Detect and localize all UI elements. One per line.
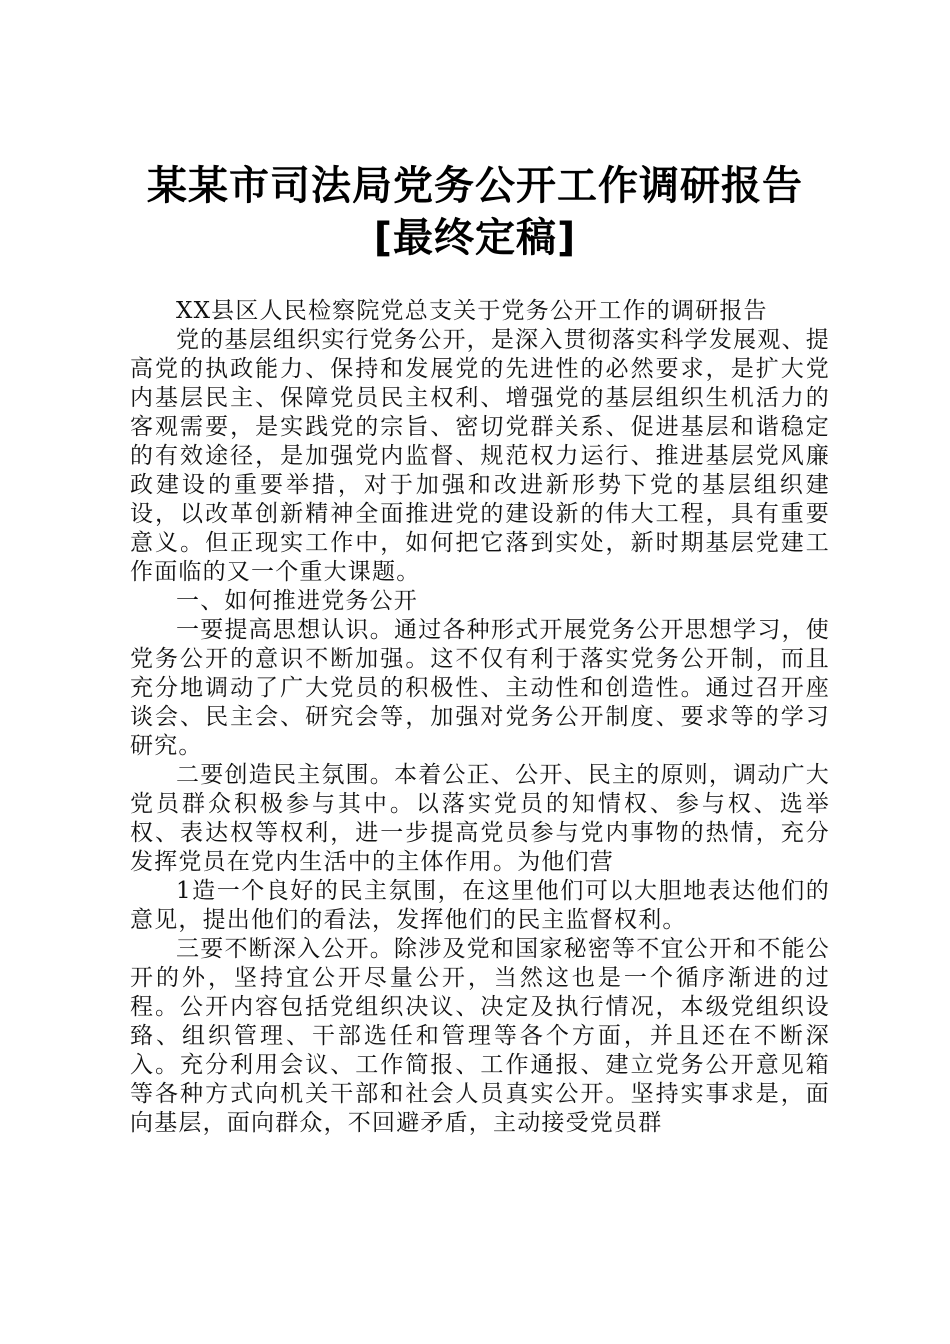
section-heading: 一、如何推进党务公开 <box>176 588 418 614</box>
paragraph-point-one: 一要提高思想认识。通过各种形式开展党务公开思想学习，使党务公开的意识不断加强。这不仅有利于落实党务公开制，而且充分地调动了广大党员的积极性、主动性和创造性。通过召开座谈会、民主会、研究会等，加强对党务公开制度、要求等的学习研究。 <box>130 617 830 759</box>
document-title: 某某市司法局党务公开工作调研报告[最终定稿] <box>147 163 803 261</box>
document-body <box>130 297 830 1138</box>
document-subtitle: XX县区人民检察院党总支关于党务公开工作的调研报告 <box>176 298 768 324</box>
paragraph-point-three: 三要不断深入公开。除涉及党和国家秘密等不宜公开和不能公开的外，坚持宜公开尽量公开，当然这也是一个循序渐进的过程。公开内容包括党组织决议、决定及执行情况，本级党组织设臵、组织管理、干部选任和管理等各个方面，并且还在不断深入。充分利用会议、工作简报、工作通报、建立党务公开意见箱等各种方式向机关干部和社会人员真实公开。坚持实事求是，面向基层，面向群众，不回避矛盾，主动接受党员群 <box>130 936 830 1136</box>
paragraph-continuation: 1造一个良好的民主氛围，在这里他们可以大胆地表达他们的意见，提出他们的看法，发挥他们的民主监督权利。 <box>130 878 830 933</box>
paragraph-point-two: 二要创造民主氛围。本着公正、公开、民主的原则，调动广大党员群众积极参与其中。以落实党员的知情权、参与权、选举权、表达权等权利，进一步提高党员参与党内事物的热情，充分发挥党员在党内生活中的主体作用。为他们营 <box>130 762 830 875</box>
paragraph-intro: 党的基层组织实行党务公开，是深入贯彻落实科学发展观、提高党的执政能力、保持和发展党的先进性的必然要求，是扩大党内基层民主、保障党员民主权利、增强党的基层组织生机活力的客观需要，是实践党的宗旨、密切党群关系、促进基层和谐稳定的有效途径，是加强党内监督、规范权力运行、推进基层党风廉政建设的重要举措，对于加强和改进新形势下党的基层组织建设，以改革创新精神全面推进党的建设新的伟大工程，具有重要意义。但正现实工作中，如何把它落到实处，新时期基层党建工作面临的又一个重大课题。 <box>130 327 830 585</box>
